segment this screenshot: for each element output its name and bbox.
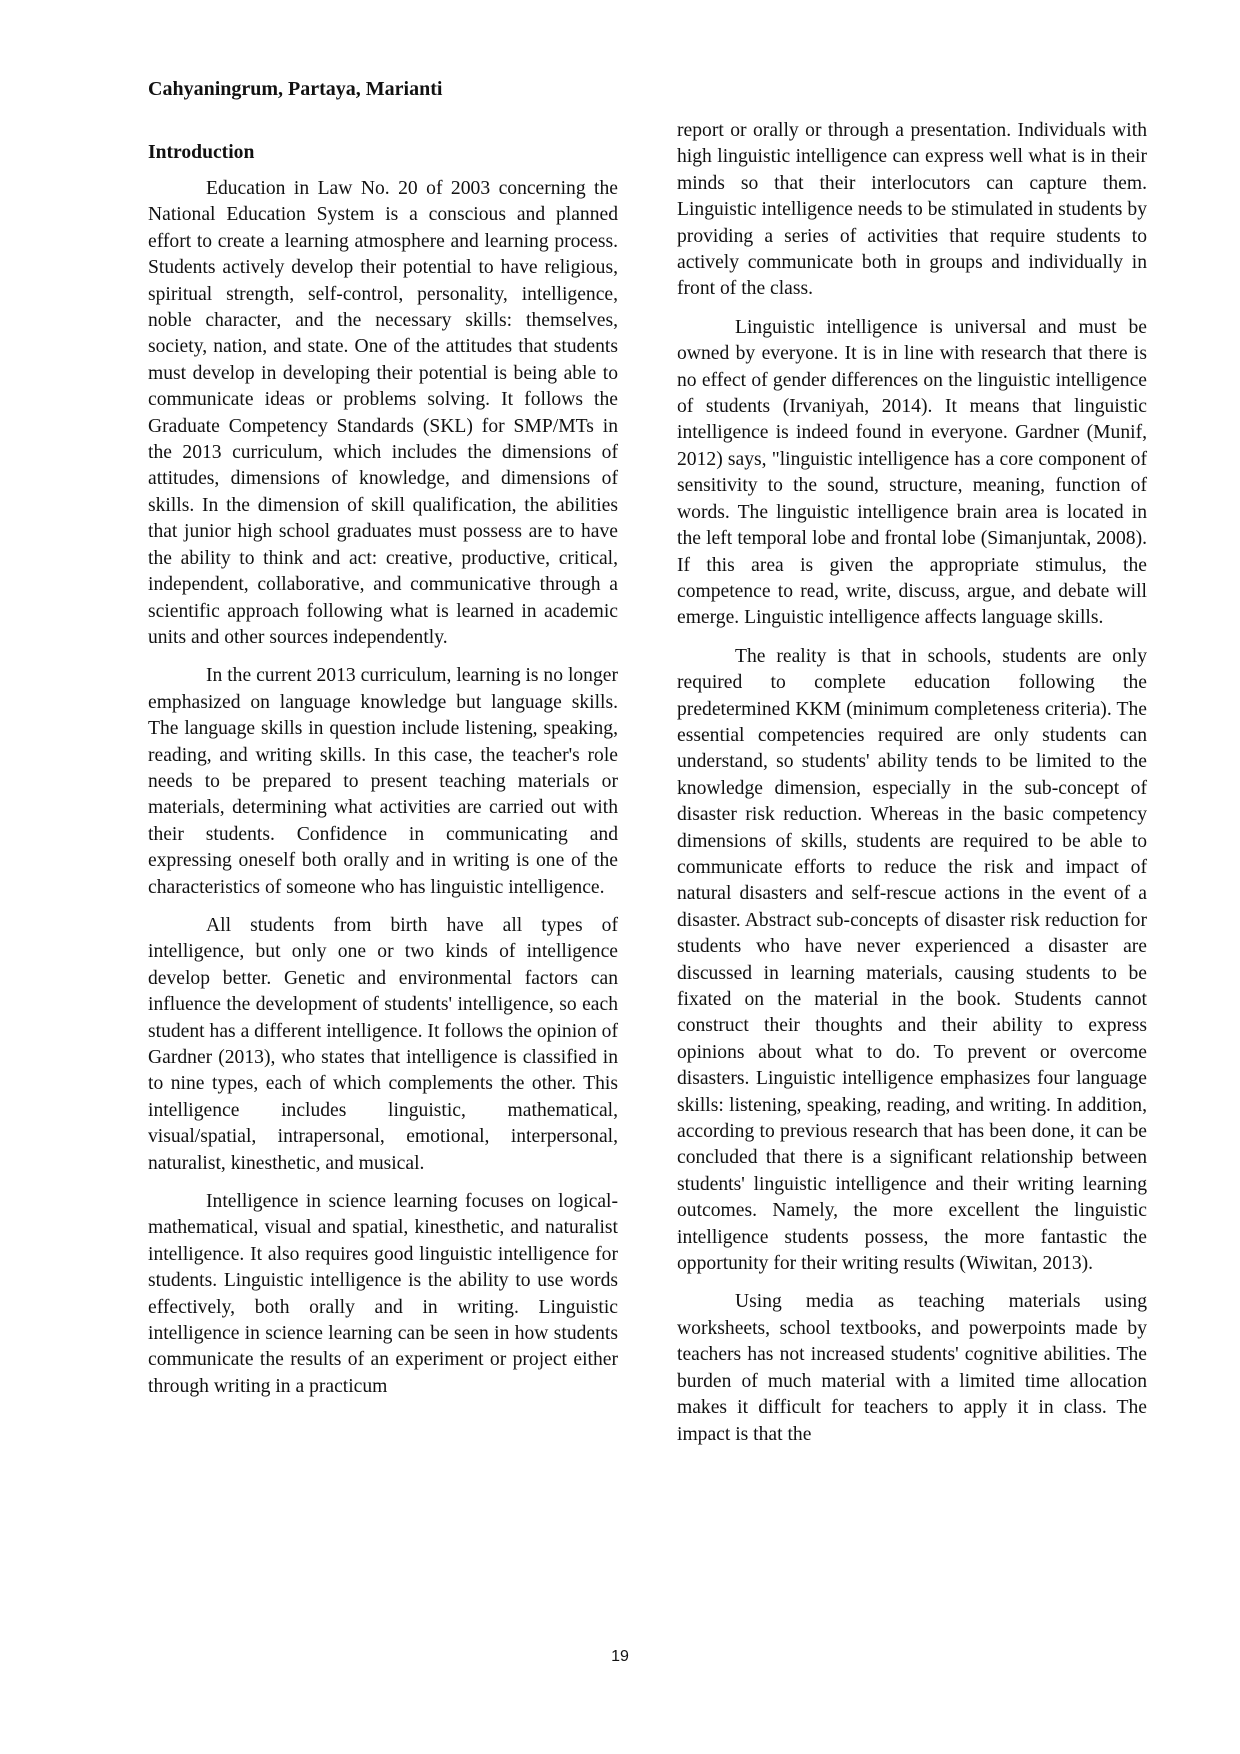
right-column	[677, 118, 1147, 1460]
paragraph: Education in Law No. 20 of 2003 concerning the National Education System is a conscious and planned effort to create a learning atmosphere and learning process. Students actively develop their potential to have religious, spiritual strength, self-control, personality, intelligence, noble character, and the necessary skills: themselves, society, nation, and state. One of the attitudes that students must develop in developing their potential is being able to communicate ideas or problems solving. It follows the Graduate Competency Standards (SKL) for SMP/MTs in the 2013 curriculum, which includes the dimensions of attitudes, dimensions of knowledge, and dimensions of skills. In the dimension of skill qualification, the abilities that junior high school graduates must possess are to have the ability to think and act: creative, productive, critical, independent, collaborative, and communicative through a scientific approach following what is learned in academic units and other sources independently.	[148, 178, 618, 648]
paragraph: The reality is that in schools, students are only required to complete education following the predetermined KKM (minimum completeness criteria). The essential competencies required are only students can understand, so students' ability tends to be limited to the knowledge dimension, especially in the sub-concept of disaster risk reduction. Whereas in the basic competency dimensions of skills, students are required to be able to communicate efforts to reduce the risk and impact of natural disasters and self-rescue actions in the event of a disaster. Abstract sub-concepts of disaster risk reduction for students who have never experienced a disaster are discussed in learning materials, causing students to be fixated on the material in the book. Students cannot construct their thoughts and their ability to express opinions about what to do. To prevent or overcome disasters. Linguistic intelligence emphasizes four language skills: listening, speaking, reading, and writing. In addition, according to previous research that has been done, it can be concluded that there is a significant relationship between students' linguistic intelligence and their writing learning outcomes. Namely, the more excellent the linguistic intelligence students possess, the more fantastic the opportunity for their writing results (Wiwitan, 2013).	[677, 645, 1147, 1275]
page-number: 19	[611, 1648, 629, 1665]
left-column	[148, 118, 618, 1412]
paragraph: In the current 2013 curriculum, learning is no longer emphasized on language knowledge but language skills. The language skills in question include listening, speaking, reading, and writing skills. In this case, the teacher's role needs to be prepared to present teaching materials or materials, determining what activities are carried out with their students. Confidence in communicating and expressing oneself both orally and in writing is one of the characteristics of someone who has linguistic intelligence.	[148, 665, 618, 898]
running-header-authors: Cahyaningrum, Partaya, Marianti	[148, 78, 443, 100]
section-heading-introduction: Introduction	[148, 142, 255, 163]
paragraph-continuation: report or orally or through a presentation. Individuals with high linguistic intelligence can express well what is in their minds so that their interlocutors can capture them. Linguistic intelligence needs to be stimulated in students by providing a series of activities that require students to actively communicate both in groups and individually in front of the class.	[677, 120, 1147, 300]
paragraph: All students from birth have all types of intelligence, but only one or two kinds of intelligence develop better. Genetic and environmental factors can influence the development of students' intelligence, so each student has a different intelligence. It follows the opinion of Gardner (2013), who states that intelligence is classified in to nine types, each of which complements the other. This intelligence includes linguistic, mathematical, visual/spatial, intrapersonal, emotional, interpersonal, naturalist, kinesthetic, and musical.	[148, 914, 618, 1174]
paragraph: Intelligence in science learning focuses on logical-mathematical, visual and spatial, kinesthetic, and naturalist intelligence. It also requires good linguistic intelligence for students. Linguistic intelligence is the ability to use words effectively, both orally and in writing. Linguistic intelligence in science learning can be seen in how students communicate the results of an experiment or project either through writing in a practicum	[148, 1191, 618, 1397]
paragraph: Using media as teaching materials using worksheets, school textbooks, and powerpoints made by teachers has not increased students' cognitive abilities. The burden of much material with a limited time allocation makes it difficult for teachers to apply it in class. The impact is that the	[677, 1291, 1147, 1445]
paragraph: Linguistic intelligence is universal and must be owned by everyone. It is in line with research that there is no effect of gender differences on the linguistic intelligence of students (Irvaniyah, 2014). It means that linguistic intelligence is indeed found in everyone. Gardner (Munif, 2012) says, "linguistic intelligence has a core component of sensitivity to the sound, structure, meaning, function of words. The linguistic intelligence brain area is located in the left temporal lobe and frontal lobe (Simanjuntak, 2008). If this area is given the appropriate stimulus, the competence to read, write, discuss, argue, and debate will emerge. Linguistic intelligence affects language skills.	[677, 316, 1147, 629]
